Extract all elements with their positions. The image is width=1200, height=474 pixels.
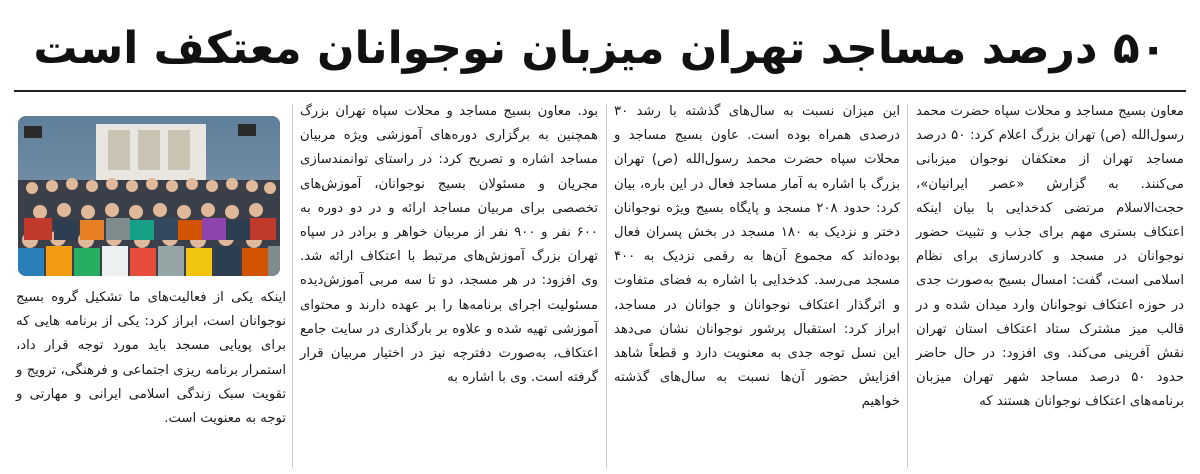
column-divider (606, 104, 607, 468)
article-column-4 (16, 286, 286, 431)
paragraph-2: این میزان نسبت به سال‌های گذشته با رشد ۳۰ درصدی همراه بوده است. عاون بسیج مساجد و محلات سپاه حضرت محمد رسول‌الله (ص) تهران بزرگ با اشاره به آمار مساجد فعال در این باره، بیان کرد: حدود ۲۰۸ مسجد و پایگاه بسیج ویژه نوجوانان دختر و نزدیک به ۱۸۰ مسجد در بخش پسران فعال بوده‌اند که مجموع آن‌ها به رقمی نزدیک به ۴۰۰ مسجد می‌رسد. کدخدایی با اشاره به فضای متفاوت و اثرگذار اعتکاف نوجوانان و جوانان در مساجد، ابراز کرد: استقبال پرشور نوجوانان نشان می‌دهد این نسل توجه جدی به معنویت دارد و قطعاً شاهد افزایش حضور آن‌ها نسبت به سال‌های گذشته خواهیم (614, 104, 900, 410)
column-divider (907, 104, 908, 468)
paragraph-1: معاون بسیج مساجد و محلات سپاه حضرت محمد رسول‌الله (ص) تهران بزرگ اعلام کرد: ۵۰ درصد مساجد تهران از معتکفان نوجوان میزبانی می‌کنند. به گزارش «عصر ایرانیان»، حجت‌الاسلام مرتضی کدخدایی با بیان اینکه اعتکاف بستری مهم برای جذب و تثبیت حضور نوجوانان در مسجد و کادرسازی برای نظام اسلامی است، گفت: امسال بسیج به‌صورت جدی در حوزه اعتکاف نوجوانان وارد میدان شده و در قالب میز مشترک ستاد اعتکاف استان تهران نقش آفرینی می‌کند. وی افزود: در حال حاضر حدود ۵۰ درصد مساجد شهر تهران میزبان برنامه‌های اعتکاف نوجوانان هستند که (916, 104, 1184, 410)
article-column-1 (916, 100, 1184, 415)
group-photo-illustration (18, 116, 280, 276)
paragraph-4: اینکه یکی از فعالیت‌های ما تشکیل گروه بسیج نوجوانان است، ابراز کرد: یکی از برنامه هایی که برای پویایی مسجد باید مورد توجه قرار داد، استمرار برنامه ریزی اجتماعی و فرهنگی، ترویج و تقویت سبک زندگی اسلامی ایرانی و مهارتی و توجه به معنویت است. (16, 290, 286, 427)
article-column-3 (300, 100, 598, 390)
group-photo (18, 116, 280, 276)
column-divider (292, 104, 293, 468)
headline-rule (14, 90, 1186, 92)
article-column-2 (614, 100, 900, 415)
headline: ۵۰ درصد مساجد تهران میزبان نوجوانان معتکف است (33, 23, 1167, 74)
paragraph-3: بود. معاون بسیج مساجد و محلات سپاه تهران بزرگ همچنین به برگزاری دوره‌های آموزشی ویژه مربیان مساجد اشاره و تصریح کرد: در راستای توانمندسازی مجریان و مسئولان بسیج نوجوانان، آموزش‌های تخصصی برای مربیان مساجد ارائه و در دو دوره به ۶۰۰ نفر و ۹۰۰ نفر از مربیان خواهر و برادر در سپاه تهران بزرگ آموزش‌های مرتبط با اعتکاف ارائه شد. وی افزود: در هر مسجد، دو تا سه مربی آموزش‌دیده مسئولیت اجرای برنامه‌ها را بر عهده دارند و محتوای آموزشی تهیه شده و علاوه بر بارگذاری در سایت جامع اعتکاف، به‌صورت دفترچه نیز در اختیار مربیان قرار گرفته است. وی با اشاره به (300, 104, 599, 386)
